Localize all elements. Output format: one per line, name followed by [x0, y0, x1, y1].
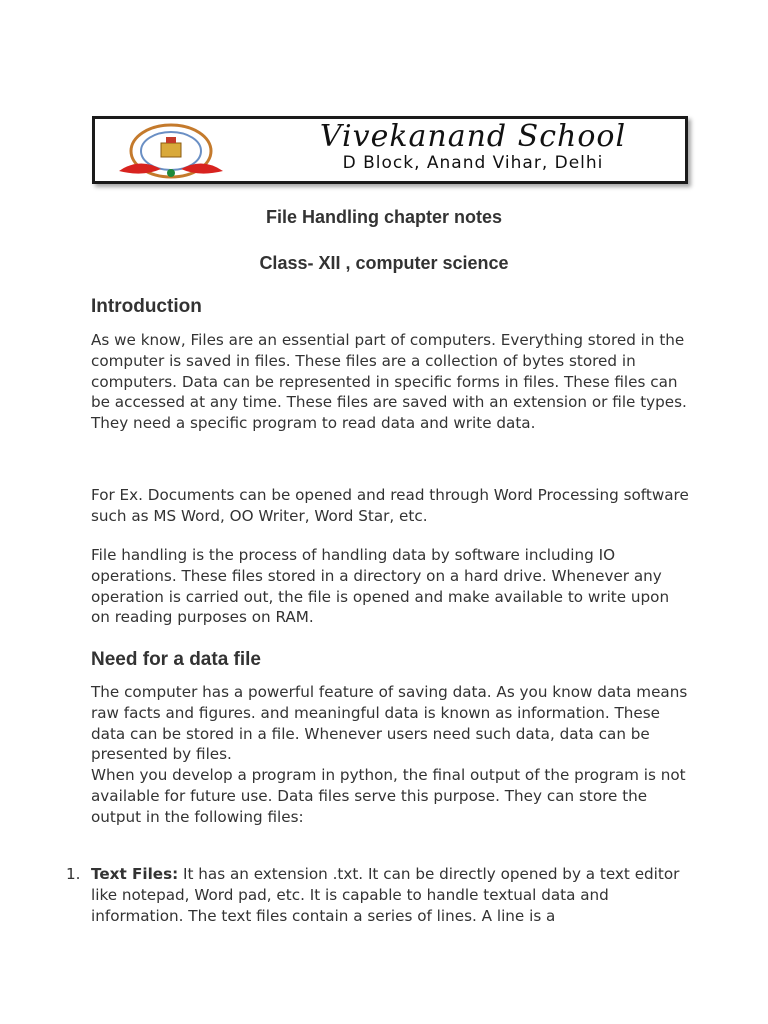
need-data-file-heading: Need for a data file [91, 649, 261, 670]
list-item-number: 1. [66, 865, 81, 883]
school-name: Vivekanand School [319, 119, 627, 154]
intro-paragraph-2: For Ex. Documents can be opened and read through Word Processing software such as MS Word, OO Writer, Word Star, etc. [91, 486, 689, 525]
file-types-list [66, 864, 686, 954]
list-item-body [91, 864, 681, 926]
intro-paragraph-3: File handling is the process of handling data by software including IO operations. These files stored in a directory on a hard drive. Whenever any operation is carried out, the file is opened and make available to write upon on reading purposes on RAM. [91, 546, 670, 627]
document-title: File Handling chapter notes [265, 207, 503, 227]
school-seal-logo [109, 121, 249, 179]
list-item-term: Text Files: [91, 865, 179, 883]
introduction-heading: Introduction [91, 296, 202, 317]
intro-paragraph-1: As we know, Files are an essential part of computers. Everything stored in the computer is saved in files. These files are a collection of bytes stored in computers. Data can be represented in specific forms in files. These files can be accessed at any time. These files are saved with an extension or file types. They need a specific program to read data and write data. [91, 331, 687, 433]
need-paragraph-1: The computer has a powerful feature of saving data. As you know data means raw facts and figures. and meaningful data is known as information. These data can be stored in a file. Whenever users need such data, data can be presented by files. [91, 683, 688, 764]
need-paragraph-2: When you develop a program in python, the final output of the program is not available for future use. Data files serve this purpose. They can store the output in the following files: [91, 766, 686, 826]
class-subtitle: Class- XII , computer science [259, 253, 509, 273]
school-banner [92, 116, 688, 184]
list-item-text: It has an extension .txt. It can be directly opened by a text editor like notepad, Word pad, etc. It is capable to handle textual data and information. The text files contain a series of lines. A line is a [91, 865, 680, 925]
school-address: D Block, Anand Vihar, Delhi [342, 153, 604, 173]
